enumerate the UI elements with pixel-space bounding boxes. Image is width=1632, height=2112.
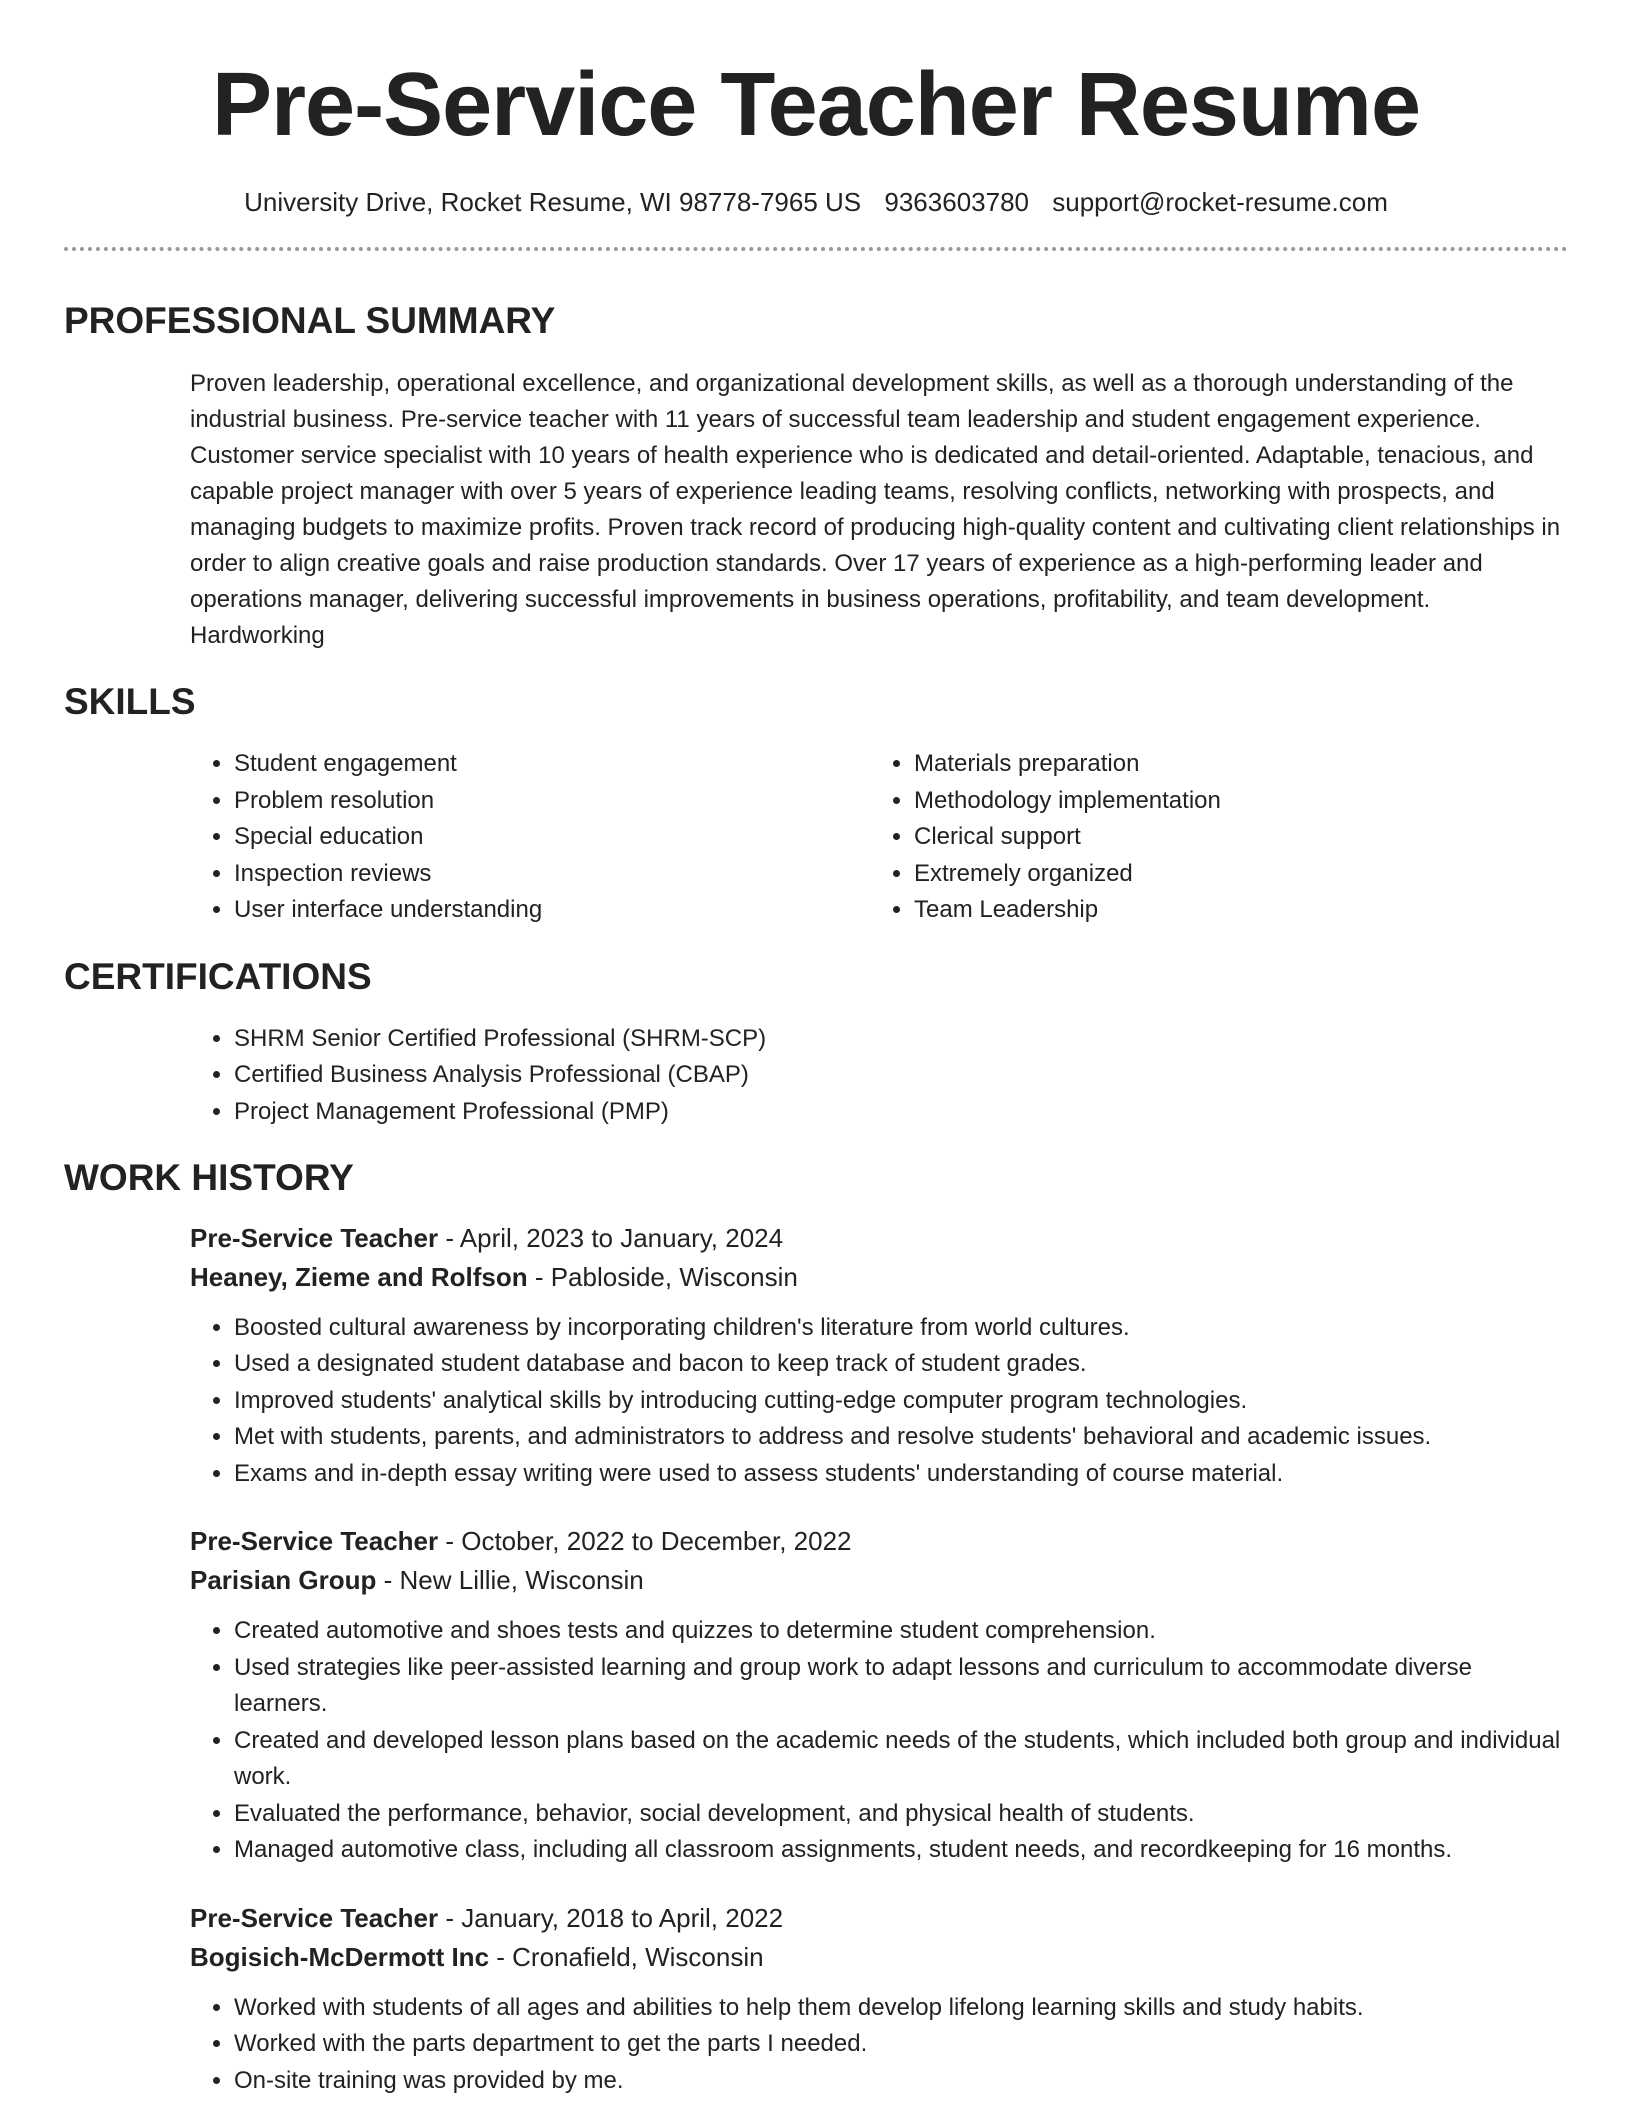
job-location: - New Lillie, Wisconsin: [376, 1565, 644, 1596]
job-title: Pre-Service Teacher: [190, 1526, 439, 1557]
job-bullet: • Used a designated student database and bacon to keep track of student grades.: [234, 1346, 1568, 1383]
skills-grid: [190, 746, 1568, 929]
skill-item: • Inspection reviews: [234, 856, 870, 893]
job-dates: - January, 2018 to April, 2022: [438, 1902, 784, 1933]
skills-section: [64, 680, 1568, 929]
job-bullet: • On-site training was provided by me.: [234, 2063, 1568, 2100]
certifications-list: [190, 1021, 1568, 1131]
skills-heading: SKILLS: [64, 680, 196, 722]
job-dates: - April, 2023 to January, 2024: [438, 1222, 784, 1253]
contact-address: University Drive, Rocket Resume, WI 98778-7965 US: [244, 186, 862, 217]
job-company-line: [190, 1258, 1568, 1297]
job-title-line: [190, 1899, 1568, 1938]
job-entry: [190, 1522, 1568, 1869]
certification-item: • SHRM Senior Certified Professional (SHRM-SCP): [234, 1021, 1568, 1058]
summary-section: [64, 299, 1568, 653]
summary-heading: PROFESSIONAL SUMMARY: [64, 300, 556, 342]
certifications-section: [64, 955, 1568, 1131]
skill-item: • User interface understanding: [234, 892, 870, 929]
job-bullets: [190, 1310, 1568, 1493]
job-bullet: • Created automotive and shoes tests and quizzes to determine student comprehension.: [234, 1613, 1568, 1650]
certification-item: • Project Management Professional (PMP): [234, 1094, 1568, 1131]
summary-body: [190, 366, 1568, 654]
job-company-line: [190, 1938, 1568, 1977]
job-bullets: [190, 1613, 1568, 1869]
skill-item: • Special education: [234, 819, 870, 856]
job-company: Parisian Group: [190, 1565, 377, 1596]
work-history-section: [64, 1156, 1568, 2099]
job-location: - Pabloside, Wisconsin: [527, 1261, 798, 1292]
job-title-line: [190, 1219, 1568, 1258]
job-bullet: • Worked with students of all ages and abilities to help them develop lifelong learning skills and study habits.: [234, 1990, 1568, 2027]
job-bullet: • Exams and in-depth essay writing were used to assess students' understanding of course material.: [234, 1456, 1568, 1493]
skill-item: • Team Leadership: [914, 892, 1568, 929]
job-bullet: • Used strategies like peer-assisted learning and group work to adapt lessons and curriculum to accommodate diverse learners.: [234, 1650, 1568, 1723]
certifications-heading: CERTIFICATIONS: [64, 955, 372, 997]
job-bullet: • Met with students, parents, and administrators to address and resolve students' behavioral and academic issues.: [234, 1419, 1568, 1456]
job-bullet: • Worked with the parts department to get the parts I needed.: [234, 2026, 1568, 2063]
contact-phone: 9363603780: [884, 186, 1029, 217]
contact-line: [64, 186, 1568, 220]
work-history-body: [190, 1219, 1568, 2100]
job-bullet: • Improved students' analytical skills by introducing cutting-edge computer program technologies.: [234, 1383, 1568, 1420]
job-bullet: • Created and developed lesson plans based on the academic needs of the students, which included both group and individual work.: [234, 1723, 1568, 1796]
skill-item: • Methodology implementation: [914, 783, 1568, 820]
job-company-line: [190, 1561, 1568, 1600]
skill-item: • Student engagement: [234, 746, 870, 783]
job-bullet: • Boosted cultural awareness by incorporating children's literature from world cultures.: [234, 1310, 1568, 1347]
job-bullet: • Managed automotive class, including all classroom assignments, student needs, and recordkeeping for 16 months.: [234, 1832, 1568, 1869]
contact-email: support@rocket-resume.com: [1052, 186, 1388, 217]
job-company: Bogisich-McDermott Inc: [190, 1941, 490, 1972]
job-bullets: [190, 1990, 1568, 2100]
skill-item: • Problem resolution: [234, 783, 870, 820]
skill-item: • Materials preparation: [914, 746, 1568, 783]
job-location: - Cronafield, Wisconsin: [489, 1941, 764, 1972]
certification-item: • Certified Business Analysis Professional (CBAP): [234, 1057, 1568, 1094]
skill-item: • Extremely organized: [914, 856, 1568, 893]
job-company: Heaney, Zieme and Rolfson: [190, 1261, 528, 1292]
resume-title: Pre-Service Teacher Resume: [211, 55, 1421, 155]
job-bullet: • Evaluated the performance, behavior, social development, and physical health of students.: [234, 1796, 1568, 1833]
work-history-heading: WORK HISTORY: [64, 1157, 354, 1199]
skill-item: • Clerical support: [914, 819, 1568, 856]
job-title: Pre-Service Teacher: [190, 1222, 439, 1253]
skills-list-left: [190, 746, 870, 929]
summary-text: Proven leadership, operational excellence, and organizational development skills, as well as a thorough understanding of the industrial business. Pre-service teacher with 11 years of successful team leadership and student engagement experience. Customer service specialist with 10 years of health experience who is dedicated and detail-oriented. Adaptable, tenacious, and capable project manager with over 5 years of experience leading teams, resolving conflicts, networking with prospects, and managing budgets to maximize profits. Proven track record of producing high-quality content and cultivating client relationships in order to align creative goals and raise production standards. Over 17 years of experience as a high-performing leader and operations manager, delivering successful improvements in business operations, profitability, and team development. Hardworking: [190, 369, 1561, 649]
job-entry: [190, 1219, 1568, 1493]
certifications-body: [190, 1021, 1568, 1131]
header-divider: [64, 247, 1568, 251]
job-dates: - October, 2022 to December, 2022: [438, 1526, 852, 1557]
skills-list-right: [870, 746, 1568, 929]
job-title-line: [190, 1522, 1568, 1561]
job-title: Pre-Service Teacher: [190, 1902, 439, 1933]
job-entry: [190, 1899, 1568, 2100]
